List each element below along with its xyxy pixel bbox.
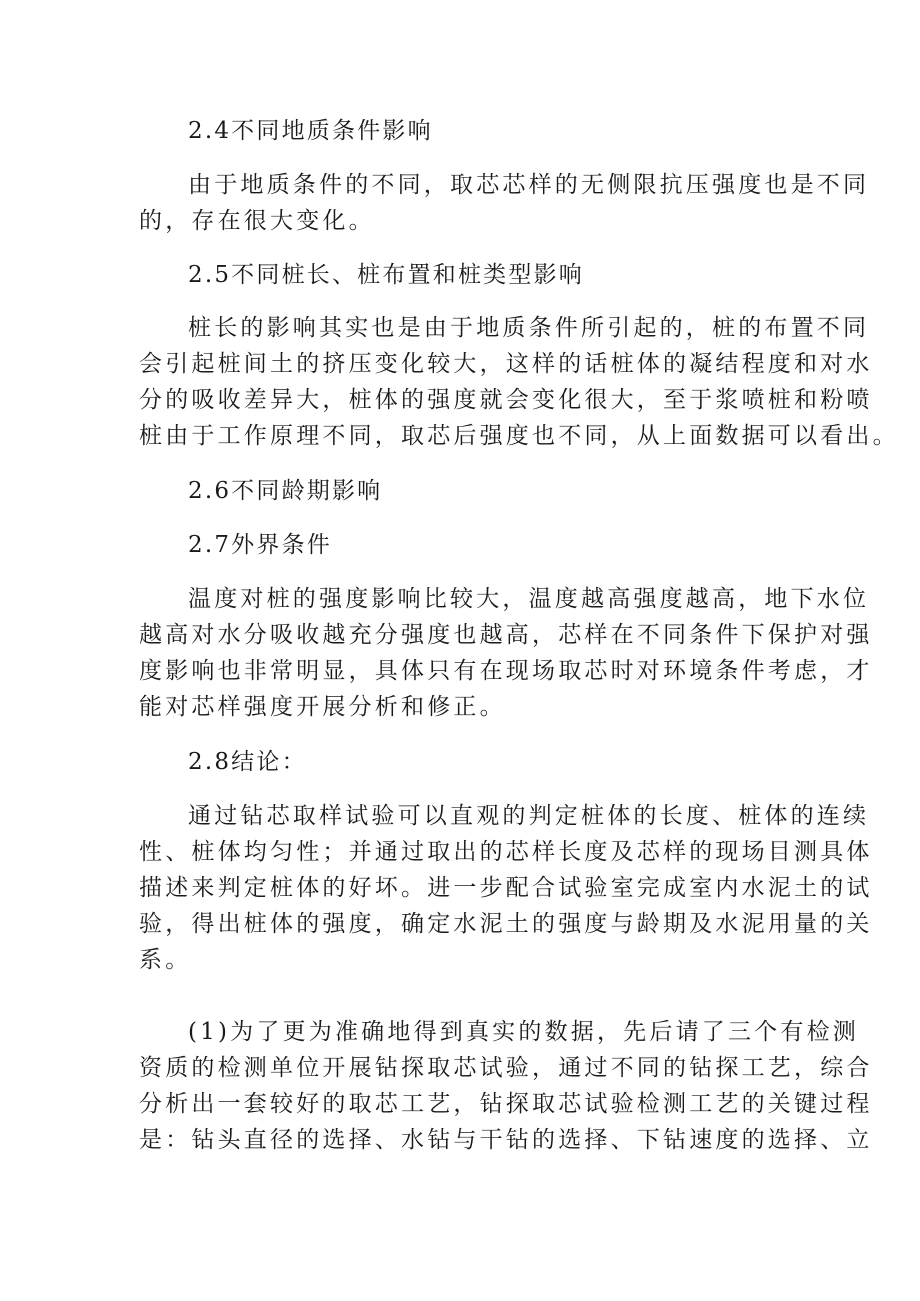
paragraph-line: 桩由于工作原理不同，取芯后强度也不同，从上面数据可以看出。 bbox=[139, 423, 899, 449]
paragraph-line: 系。 bbox=[139, 947, 192, 973]
section-heading-2-8: 2.8结论： bbox=[188, 749, 307, 775]
paragraph-line: 桩长的影响其实也是由于地质条件所引起的，桩的布置不同 bbox=[188, 315, 870, 341]
numbered-item-1-line: (1)为了更为准确地得到真实的数据，先后请了三个有检测 bbox=[188, 1019, 859, 1045]
paragraph-line: 通过钻芯取样试验可以直观的判定桩体的长度、桩体的连续 bbox=[188, 803, 870, 829]
paragraph-line: 性、桩体均匀性；并通过取出的芯样长度及芯样的现场目测具体 bbox=[139, 839, 873, 865]
numbered-item-1-line: 分析出一套较好的取芯工艺，钻探取芯试验检测工艺的关键过程 bbox=[139, 1091, 873, 1117]
numbered-item-1-line: 资质的检测单位开展钻探取芯试验，通过不同的钻探工艺，综合 bbox=[139, 1055, 873, 1081]
section-heading-2-7: 2.7外界条件 bbox=[188, 532, 332, 558]
paragraph-line: 验，得出桩体的强度，确定水泥土的强度与龄期及水泥用量的关 bbox=[139, 911, 873, 937]
paragraph-line: 温度对桩的强度影响比较大，温度越高强度越高，地下水位 bbox=[188, 586, 870, 612]
paragraph-line: 度影响也非常明显，具体只有在现场取芯时对环境条件考虑，才 bbox=[139, 658, 873, 684]
paragraph-line: 由于地质条件的不同，取芯芯样的无侧限抗压强度也是不同 bbox=[188, 172, 870, 198]
section-heading-2-6: 2.6不同龄期影响 bbox=[188, 478, 383, 504]
numbered-item-1-line: 是：钻头直径的选择、水钻与干钻的选择、下钻速度的选择、立 bbox=[139, 1127, 873, 1153]
section-heading-2-5: 2.5不同桩长、桩布置和桩类型影响 bbox=[188, 262, 584, 288]
paragraph-line: 越高对水分吸收越充分强度也越高，芯样在不同条件下保护对强 bbox=[139, 622, 873, 648]
paragraph-line: 能对芯样强度开展分析和修正。 bbox=[139, 694, 506, 720]
paragraph-line: 会引起桩间土的挤压变化较大，这样的话桩体的凝结程度和对水 bbox=[139, 351, 873, 377]
paragraph-line: 分的吸收差异大，桩体的强度就会变化很大，至于浆喷桩和粉喷 bbox=[139, 387, 873, 413]
section-heading-2-4: 2.4不同地质条件影响 bbox=[188, 118, 433, 144]
paragraph-line: 描述来判定桩体的好坏。进一步配合试验室完成室内水泥土的试 bbox=[139, 875, 873, 901]
paragraph-line: 的，存在很大变化。 bbox=[139, 208, 375, 234]
